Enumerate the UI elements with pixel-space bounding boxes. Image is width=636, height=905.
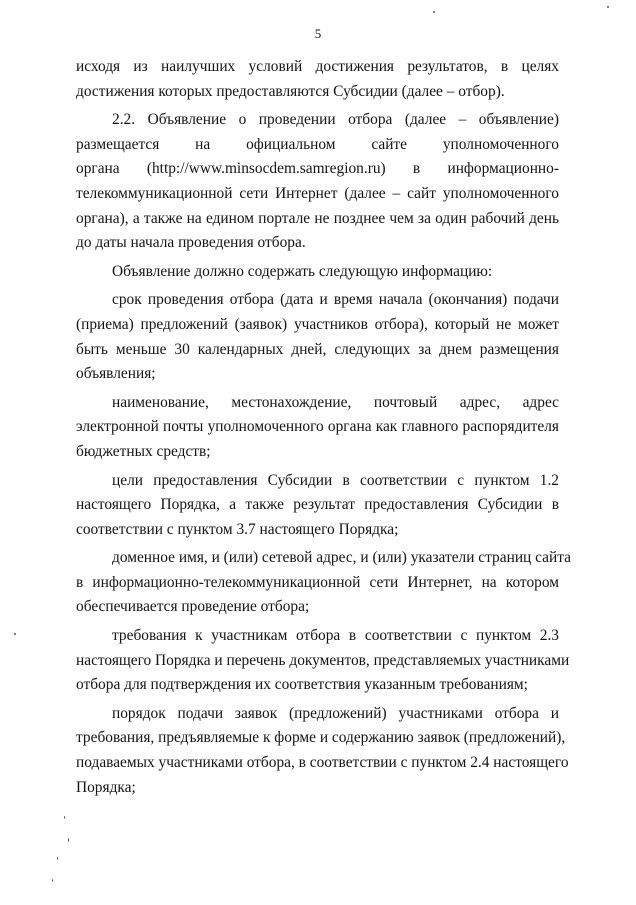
text-line: соответствии с пунктом 3.7 настоящего Порядка; xyxy=(76,520,399,538)
paragraph xyxy=(76,469,559,543)
text-line: Объявление должно содержать следующую информацию: xyxy=(112,262,493,280)
text-line: (приема) предложений (заявок) участников отбора), который не может xyxy=(76,315,559,333)
paragraph xyxy=(76,391,559,465)
text-line: обеспечивается проведение отбора; xyxy=(76,598,310,616)
text-line: электронной почты уполномоченного органа как главного распорядителя xyxy=(76,418,559,436)
text-line: 2.2. Объявление о проведении отбора (далее – объявление) xyxy=(112,111,559,129)
text-line: требования к участникам отбора в соответствии с пунктом 2.3 xyxy=(112,627,559,645)
scan-speck xyxy=(64,816,65,819)
paragraph xyxy=(76,260,559,285)
text-line: цели предоставления Субсидии в соответствии с пунктом 1.2 xyxy=(112,471,559,489)
text-line: подаваемых участниками отбора, в соответствии с пунктом 2.4 настоящего xyxy=(76,754,569,772)
text-line: исходя из наилучших условий достижения результатов, в целях xyxy=(76,58,559,75)
text-line: бюджетных средств; xyxy=(76,442,211,460)
text-line: настоящего Порядка, а также результат предоставления Субсидии в xyxy=(76,496,559,514)
text-line: срок проведения отбора (дата и время начала (окончания) подачи xyxy=(112,291,559,309)
text-line: органа (http://www.minsocdem.samregion.ru) в информационно- xyxy=(76,160,559,178)
text-line: до даты начала проведения отбора. xyxy=(76,234,306,252)
page-number: 5 xyxy=(314,26,322,41)
paragraph xyxy=(76,624,570,698)
text-line: доменное имя, и (или) сетевой адрес, и (или) указатели страниц сайта xyxy=(112,549,571,567)
text-line: требования, предъявляемые к форме и содержанию заявок (предложений), xyxy=(76,729,566,747)
text-line: настоящего Порядка и перечень документов, представляемых участниками xyxy=(76,651,570,669)
text-line: в информационно-телекоммуникационной сети Интернет, на котором xyxy=(76,573,559,591)
text-line: быть меньше 30 календарных дней, следующих за днем размещения xyxy=(76,340,559,358)
scan-speck xyxy=(433,11,435,13)
scan-speck xyxy=(607,6,609,8)
paragraph xyxy=(76,55,559,104)
text-line: наименование, местонахождение, почтовый адрес, адрес xyxy=(112,393,559,411)
text-line: органа), а также на едином портале не позднее чем за один рабочий день xyxy=(76,209,559,227)
paragraph xyxy=(76,546,571,620)
paragraph xyxy=(76,108,559,256)
text-line: отбора для подтверждения их соответствия указанным требованиям; xyxy=(76,676,528,694)
scan-speck xyxy=(57,857,58,860)
scan-speck xyxy=(68,838,69,842)
document-body xyxy=(76,55,571,800)
text-line: телекоммуникационной сети Интернет (далее – сайт уполномоченного xyxy=(76,184,559,202)
paragraph xyxy=(76,702,569,800)
paragraph xyxy=(76,288,559,386)
text-line: объявления; xyxy=(76,365,156,383)
scan-speck xyxy=(14,633,16,635)
scan-speck xyxy=(52,879,53,882)
text-line: порядок подачи заявок (предложений) участниками отбора и xyxy=(112,704,559,722)
text-line: Порядка; xyxy=(76,778,136,796)
text-line: достижения которых предоставляются Субсидии (далее – отбор). xyxy=(76,82,505,100)
text-line: размещается на официальном сайте уполномоченного xyxy=(76,135,559,153)
